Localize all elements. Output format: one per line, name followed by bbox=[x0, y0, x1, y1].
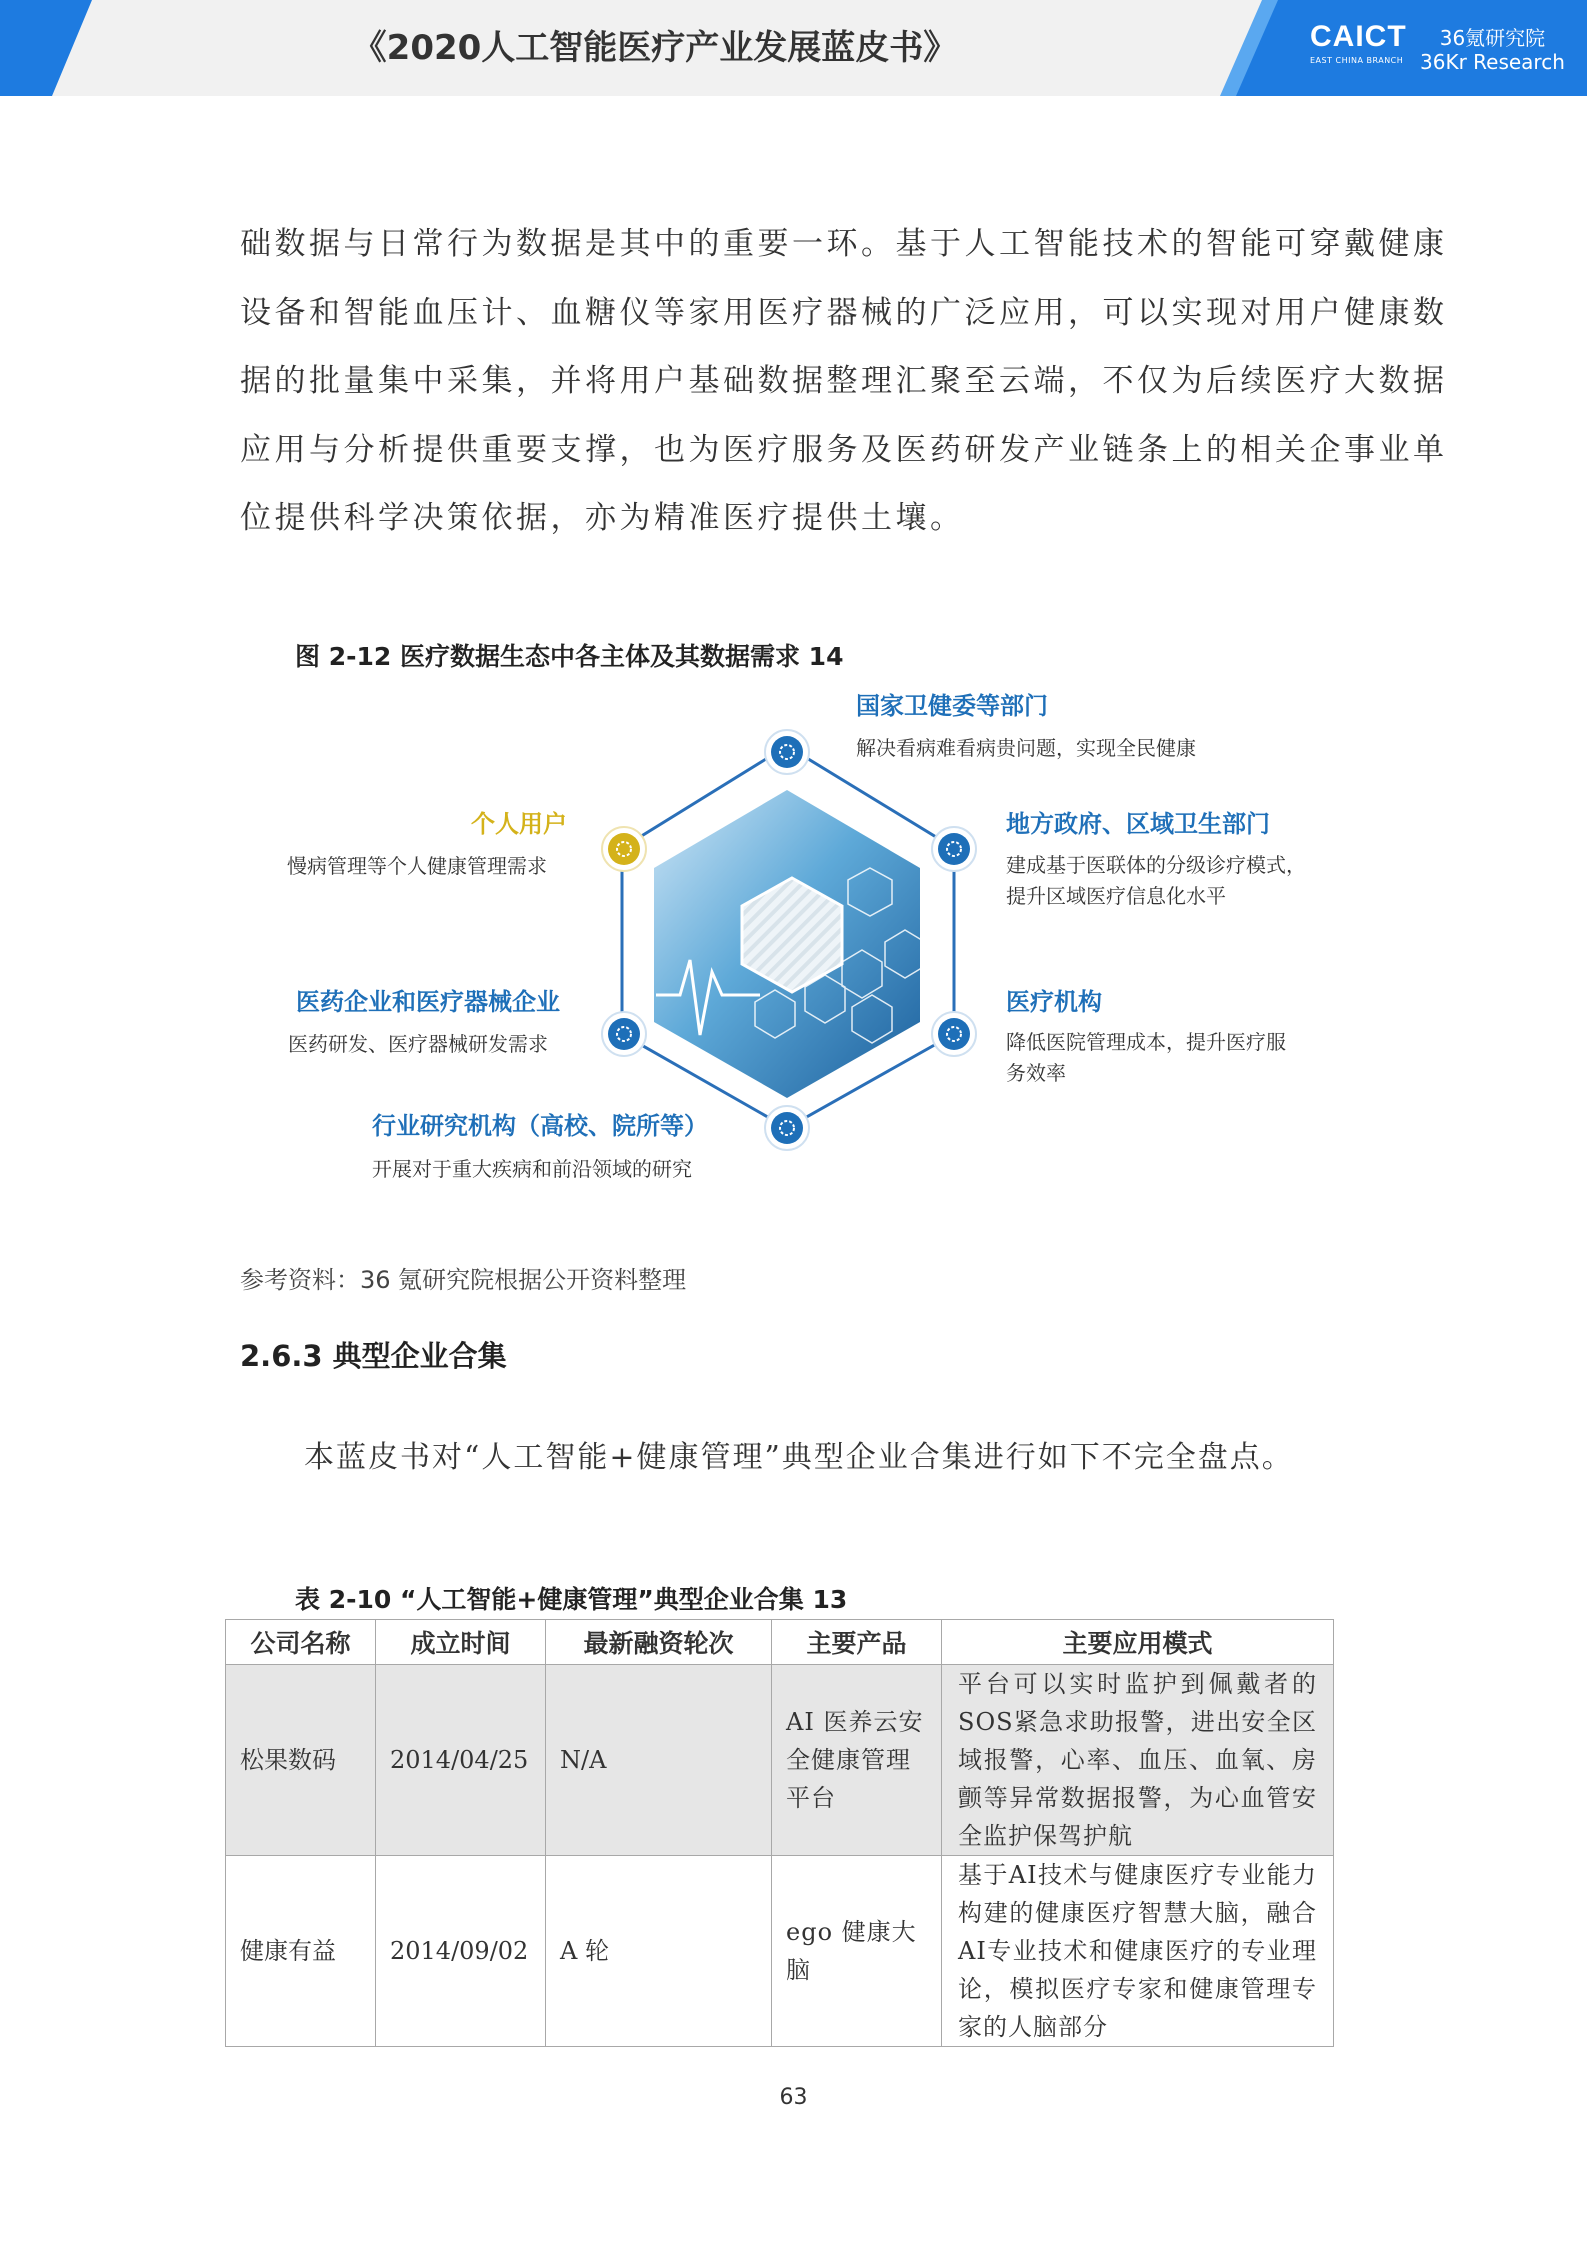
node-individual-icon bbox=[602, 827, 646, 871]
center-hexagon bbox=[742, 878, 842, 992]
company-table bbox=[225, 1619, 1334, 2047]
node-local-gov-icon bbox=[932, 827, 976, 871]
node-individual-desc: 慢病管理等个人健康管理需求 bbox=[287, 854, 547, 878]
col-header-company: 公司名称 bbox=[226, 1620, 376, 1665]
cell-round: A 轮 bbox=[546, 1856, 772, 2047]
document-title: 《2020人工智能医疗产业发展蓝皮书》 bbox=[352, 28, 958, 68]
figure-source: 参考资料：36 氪研究院根据公开资料整理 bbox=[240, 1266, 687, 1294]
table-header-row bbox=[226, 1620, 1334, 1665]
node-national-desc: 解决看病难看病贵问题，实现全民健康 bbox=[856, 736, 1196, 760]
outer-hexagon bbox=[622, 746, 954, 1128]
paragraph-line: 设备和智能血压计、血糖仪等家用医疗器械的广泛应用，可以实现对用户健康数 bbox=[240, 294, 1448, 331]
node-individual-title: 个人用户 bbox=[471, 810, 567, 838]
36kr-research-logo: 36氪研究院 36Kr Research bbox=[1420, 26, 1565, 74]
paragraph-line: 据的批量集中采集，并将用户基础数据整理汇聚至云端，不仅为后续医疗大数据 bbox=[240, 363, 1448, 399]
node-medical-institution-icon bbox=[932, 1012, 976, 1056]
node-research-title: 行业研究机构（高校、院所等） bbox=[372, 1112, 708, 1140]
cell-founded: 2014/09/02 bbox=[376, 1856, 546, 2047]
cell-founded: 2014/04/25 bbox=[376, 1665, 546, 1856]
node-local-gov-title: 地方政府、区域卫生部门 bbox=[1006, 810, 1270, 838]
figure-caption: 图 2-12 医疗数据生态中各主体及其数据需求 14 bbox=[295, 642, 844, 671]
table-row bbox=[226, 1856, 1334, 2047]
section-heading: 2.6.3 典型企业合集 bbox=[240, 1339, 507, 1373]
cell-company: 健康有益 bbox=[226, 1856, 376, 2047]
paragraph-line: 础数据与日常行为数据是其中的重要一环。基于人工智能技术的智能可穿戴健康 bbox=[240, 226, 1448, 262]
cell-product: ego 健康大脑 bbox=[772, 1856, 942, 2047]
node-national-icon bbox=[765, 730, 809, 774]
cell-mode: 平台可以实时监护到佩戴者的SOS紧急求助报警，进出安全区域报警，心率、血压、血氧、房颤等异常数据报警，为心血管安全监护保驾护航 bbox=[942, 1665, 1334, 1856]
node-research-desc: 开展对于重大疾病和前沿领域的研究 bbox=[372, 1157, 692, 1181]
body-paragraph bbox=[240, 210, 1448, 553]
cell-mode: 基于AI技术与健康医疗专业能力构建的健康医疗智慧大脑，融合AI专业技术和健康医疗的专业理论，模拟医疗专家和健康管理专家的人脑部分 bbox=[942, 1856, 1334, 2047]
col-header-round: 最新融资轮次 bbox=[546, 1620, 772, 1665]
cell-product: AI 医养云安全健康管理平台 bbox=[772, 1665, 942, 1856]
col-header-mode: 主要应用模式 bbox=[942, 1620, 1334, 1665]
node-pharma-title: 医药企业和医疗器械企业 bbox=[296, 988, 560, 1016]
paragraph-line: 位提供科学决策依据，亦为精准医疗提供土壤。 bbox=[240, 500, 965, 536]
caict-logo: CAICT EAST CHINA BRANCH bbox=[1310, 20, 1407, 65]
page-header bbox=[0, 0, 1587, 96]
node-pharma-icon bbox=[602, 1012, 646, 1056]
col-header-founded: 成立时间 bbox=[376, 1620, 546, 1665]
node-national-title: 国家卫健委等部门 bbox=[856, 692, 1048, 720]
pulse-line bbox=[656, 960, 760, 1035]
node-medical-institution-desc: 降低医院管理成本，提升医疗服 务效率 bbox=[1006, 1030, 1286, 1085]
node-medical-institution-title: 医疗机构 bbox=[1006, 988, 1102, 1016]
node-local-gov-desc: 建成基于医联体的分级诊疗模式， 提升区域医疗信息化水平 bbox=[1006, 853, 1306, 908]
paragraph-line: 应用与分析提供重要支撑，也为医疗服务及医药研发产业链条上的相关企事业单 bbox=[240, 431, 1448, 468]
table-caption: 表 2-10 “人工智能+健康管理”典型企业合集 13 bbox=[295, 1585, 848, 1614]
col-header-product: 主要产品 bbox=[772, 1620, 942, 1665]
page-number: 63 bbox=[779, 2085, 808, 2110]
inner-hexagon-image bbox=[654, 790, 920, 1098]
node-pharma-desc: 医药研发、医疗器械研发需求 bbox=[288, 1032, 548, 1056]
node-research-icon bbox=[765, 1106, 809, 1150]
intro-sentence: 本蓝皮书对“人工智能+健康管理”典型企业合集进行如下不完全盘点。 bbox=[304, 1440, 1294, 1475]
medical-icon-cluster bbox=[755, 868, 925, 1043]
cell-company: 松果数码 bbox=[226, 1665, 376, 1856]
cell-round: N/A bbox=[546, 1665, 772, 1856]
table-row bbox=[226, 1665, 1334, 1856]
